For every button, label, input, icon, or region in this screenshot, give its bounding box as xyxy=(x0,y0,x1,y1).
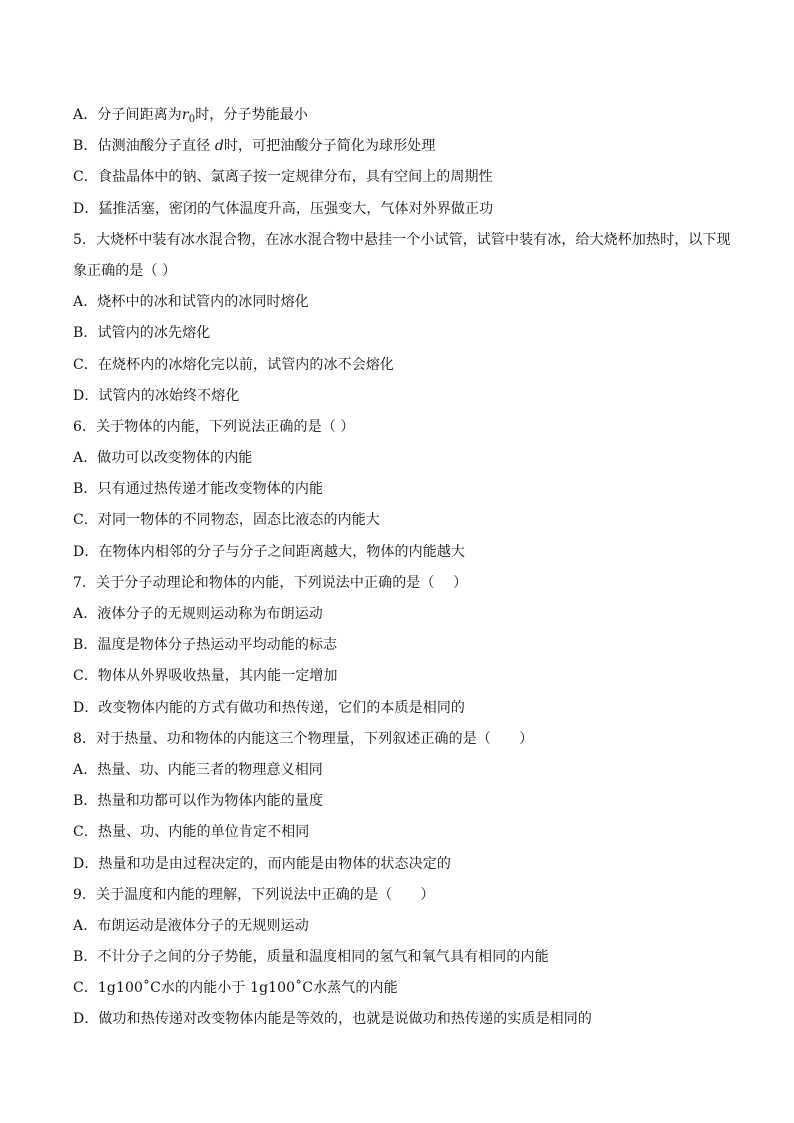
option-line xyxy=(73,100,733,131)
option-line: D．猛推活塞，密闭的气体温度升高，压强变大，气体对外界做正功 xyxy=(73,200,494,217)
option-line xyxy=(73,131,733,162)
option-line: B．不计分子之间的分子势能，质量和温度相同的氢气和氧气具有相同的内能 xyxy=(73,949,549,966)
option-line: D．在物体内相邻的分子与分子之间距离越大，物体的内能越大 xyxy=(73,543,466,560)
option-line: D．热量和功是由过程决定的，而内能是由物体的状态决定的 xyxy=(73,855,451,872)
question-7: 7．关于分子动理论和物体的内能，下列说法中正确的是（ ） xyxy=(73,574,468,591)
option-line: C．物体从外界吸收热量，其内能一定增加 xyxy=(73,668,338,685)
question-6: 6．关于物体的内能，下列说法正确的是（ ） xyxy=(73,418,355,435)
subscript-zero: 0 xyxy=(188,114,196,125)
option-line: D．改变物体内能的方式有做功和热传递，它们的本质是相同的 xyxy=(73,699,466,716)
option-line: A．布朗运动是液体分子的无规则运动 xyxy=(73,917,309,934)
option-line: D．做功和热传递对改变物体内能是等效的，也就是说做功和热传递的实质是相同的 xyxy=(73,1011,592,1028)
option-line: B．温度是物体分子热运动平均动能的标志 xyxy=(73,637,338,654)
option-line: C．对同一物体的不同物态，固态比液态的内能大 xyxy=(73,512,380,529)
document-page xyxy=(73,100,733,1036)
option-line: C．食盐晶体中的钠、氯离子按一定规律分布，具有空间上的周期性 xyxy=(73,169,493,186)
option-line: B．试管内的冰先熔化 xyxy=(73,325,211,342)
question-9: 9．关于温度和内能的理解，下列说法中正确的是（ ） xyxy=(73,886,435,903)
option-line: D．试管内的冰始终不熔化 xyxy=(73,387,240,404)
option-line: A．热量、功、内能三者的物理意义相同 xyxy=(73,761,323,778)
option-text: 时，可把油酸分子简化为球形处理 xyxy=(223,138,436,155)
option-line: B．只有通过热传递才能改变物体的内能 xyxy=(73,481,324,498)
option-line: A．烧杯中的冰和试管内的冰同时熔化 xyxy=(73,294,309,311)
option-text: B．估测油酸分子直径 xyxy=(73,138,211,155)
option-line: C．在烧杯内的冰熔化完以前，试管内的冰不会熔化 xyxy=(73,356,395,373)
option-text: A．分子间距离为 xyxy=(73,107,182,123)
question-5: 5．大烧杯中装有冰水混合物，在冰水混合物中悬挂一个小试管，试管中装有冰，给大烧杯加热时，以下现象正确的是（ ） xyxy=(73,231,731,279)
variable-r: r xyxy=(181,107,189,123)
option-line: C．热量、功、内能的单位肯定不相同 xyxy=(73,824,310,841)
option-line: A．液体分子的无规则运动称为布朗运动 xyxy=(73,606,323,623)
option-line: A．做功可以改变物体的内能 xyxy=(73,450,253,467)
option-text: 时，分子势能最小 xyxy=(195,107,308,123)
option-line: B．热量和功都可以作为物体内能的量度 xyxy=(73,793,324,810)
question-8: 8．对于热量、功和物体的内能这三个物理量，下列叙述正确的是（ ） xyxy=(73,730,534,747)
variable-d: d xyxy=(214,138,224,155)
option-line: C．1g100˚C水的内能小于 1g100˚C水蒸气的内能 xyxy=(73,980,398,997)
